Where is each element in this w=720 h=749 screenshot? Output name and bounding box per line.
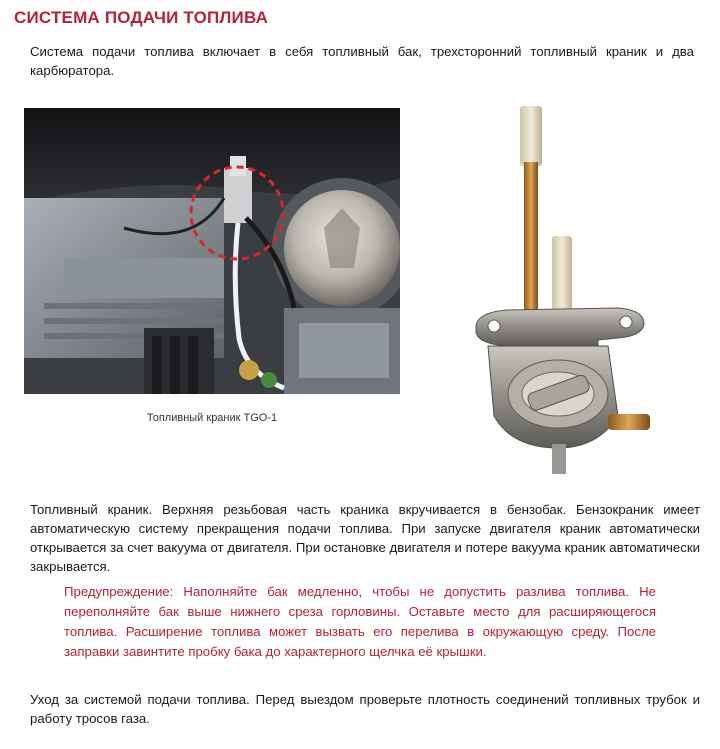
page-title: СИСТЕМА ПОДАЧИ ТОПЛИВА <box>14 8 269 27</box>
engine-photo <box>24 108 400 394</box>
intro-paragraph: Система подачи топлива включает в себя топливный бак, трехсторонний топливный краник и два карбюратора. <box>30 44 694 78</box>
warning-paragraph: Предупреждение: Наполняйте бак медленно, чтобы не допустить разлива топлива. Не переполняйте бак выше нижнего среза горловины. Оставьте место для расширяющегося топлива. Расширение топлива может вызвать его перелива в окружающую среду. После заправки завинтите пробку бака до характерного щелчка её крышки. <box>64 584 656 659</box>
engine-photo-icon <box>24 108 400 394</box>
fuel-valve-icon <box>448 96 688 486</box>
description-paragraph: Топливный краник. Верхняя резьбовая часть краника вкручивается в бензобак. Бензокраник имеет автоматическую систему прекращения подачи топлива. При запуске двигателя краник автоматически открывается за счет вакуума от двигателя. При остановке двигателя и потере вакуума краник автоматически закрывается. <box>30 502 700 574</box>
figure-caption: Топливный краник TGO-1 <box>146 412 278 424</box>
fuel-valve-photo <box>448 96 688 486</box>
care-paragraph: Уход за системой подачи топлива. Перед выездом проверьте плотность соединений топливных трубок и работу тросов газа. <box>30 692 700 726</box>
